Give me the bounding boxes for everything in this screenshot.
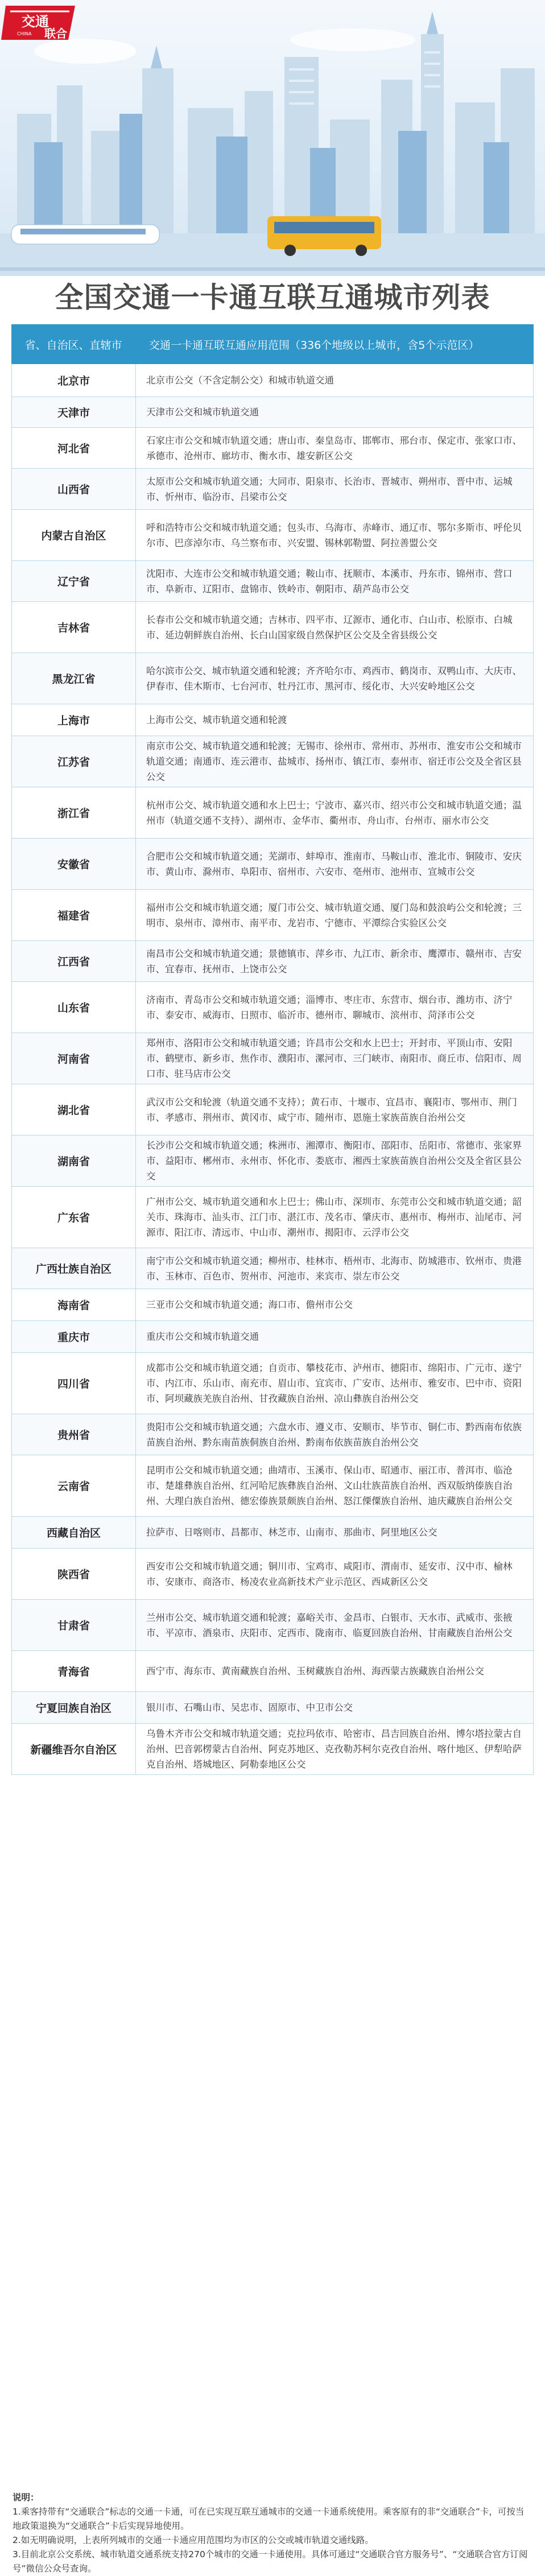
province-cell: 新疆维吾尔自治区 xyxy=(12,1724,136,1774)
table-row xyxy=(12,1187,533,1248)
table-body xyxy=(11,364,534,1775)
cities-cell: 北京市公交（不含定制公交）和城市轨道交通 xyxy=(146,375,334,386)
table-row xyxy=(12,510,533,561)
province-cell: 天津市 xyxy=(12,397,136,427)
table-row xyxy=(12,1289,533,1321)
cities-cell: 乌鲁木齐市公交和城市轨道交通；克拉玛依市、哈密市、昌吉回族自治州、博尔塔拉蒙古自治州、巴音郭楞蒙古自治州、阿克苏地区、克孜勒苏柯尔克孜自治州、喀什地区、伊犁哈萨克自治州、塔城地区、阿勒泰地区公交 xyxy=(146,1728,522,1770)
province-cell: 广西壮族自治区 xyxy=(12,1248,136,1289)
header-scope: 交通一卡通互联互通应用范围（336个地级以上城市，含5个示范区） xyxy=(149,338,480,352)
province-cell: 上海市 xyxy=(12,704,136,736)
cities-cell: 哈尔滨市公交、城市轨道交通和轮渡；齐齐哈尔市、鸡西市、鹤岗市、双鸭山市、大庆市、伊春市、佳木斯市、七台河市、牡丹江市、黑河市、绥化市、大兴安岭地区公交 xyxy=(146,665,522,692)
cities-cell: 沈阳市、大连市公交和城市轨道交通；鞍山市、抚顺市、本溪市、丹东市、锦州市、营口市、阜新市、辽阳市、盘锦市、铁岭市、朝阳市、葫芦岛市公交 xyxy=(146,568,513,595)
province-cell: 甘肃省 xyxy=(12,1600,136,1650)
cities-cell: 银川市、石嘴山市、吴忠市、固原市、中卫市公交 xyxy=(146,1702,353,1713)
table-row xyxy=(12,982,533,1033)
province-cell: 江苏省 xyxy=(12,736,136,787)
table-row xyxy=(12,561,533,602)
table-row xyxy=(12,469,533,510)
note-item: 3.目前北京公交系统、城市轨道交通系统支持270个城市的交通一卡通使用。具体可通过“交通联合官方服务号”、“交通联合官方订阅号”微信公众号查询。 xyxy=(13,2549,528,2574)
cities-cell: 南宁市公交和城市轨道交通；柳州市、桂林市、梧州市、北海市、防城港市、钦州市、贵港市、玉林市、百色市、贺州市、河池市、来宾市、崇左市公交 xyxy=(146,1255,522,1282)
cities-cell: 南京市公交、城市轨道交通和轮渡；无锡市、徐州市、常州市、苏州市、淮安市公交和城市轨道交通；南通市、连云港市、盐城市、扬州市、镇江市、泰州市、宿迁市公交及全省区县公交 xyxy=(146,741,522,782)
note-item: 2.如无明确说明，上表所列城市的交通一卡通应用范围均为市区的公交或城市轨道交通线路。 xyxy=(13,2535,374,2545)
notes-heading: 说明： xyxy=(13,2492,39,2503)
table-row xyxy=(12,1517,533,1549)
cities-cell: 南昌市公交和城市轨道交通；景德镇市、萍乡市、九江市、新余市、鹰潭市、赣州市、吉安市、宜春市、抚州市、上饶市公交 xyxy=(146,948,522,975)
table-row xyxy=(12,1414,533,1455)
table-row xyxy=(12,602,533,653)
cities-cell: 合肥市公交和城市轨道交通；芜湖市、蚌埠市、淮南市、马鞍山市、淮北市、铜陵市、安庆市、黄山市、滁州市、阜阳市、宿州市、六安市、亳州市、池州市、宣城市公交 xyxy=(146,851,522,877)
province-cell: 江西省 xyxy=(12,941,136,981)
province-cell: 黑龙江省 xyxy=(12,653,136,704)
table-row xyxy=(12,1321,533,1353)
cities-cell: 太原市公交和城市轨道交通；大同市、阳泉市、长治市、晋城市、朔州市、晋中市、运城市、忻州市、临汾市、吕梁市公交 xyxy=(146,476,513,502)
cities-cell: 福州市公交和城市轨道交通；厦门市公交、城市轨道交通、厦门岛和鼓浪屿公交和轮渡；三明市、泉州市、漳州市、南平市、龙岩市、宁德市、平潭综合实验区公交 xyxy=(146,902,522,928)
province-cell: 安徽省 xyxy=(12,839,136,889)
note-item: 1.乘客持带有“交通联合”标志的交通一卡通，可在已实现互联互通城市的交通一卡通系统使用。乘客原有的非“交通联合”卡，可按当地政策退换为“交通联合”卡后实现异地使用。 xyxy=(13,2507,525,2531)
province-cell: 河北省 xyxy=(12,428,136,468)
table-row xyxy=(12,1084,533,1136)
province-cell: 海南省 xyxy=(12,1289,136,1320)
table-row xyxy=(12,1651,533,1692)
cities-cell: 拉萨市、日喀则市、昌都市、林芝市、山南市、那曲市、阿里地区公交 xyxy=(146,1527,437,1538)
page-title: 全国交通一卡通互联互通城市列表 xyxy=(55,281,490,314)
province-cell: 陕西省 xyxy=(12,1549,136,1599)
svg-text:交通: 交通 xyxy=(22,14,49,30)
cities-cell: 广州市公交、城市轨道交通和水上巴士；佛山市、深圳市、东莞市公交和城市轨道交通；韶关市、珠海市、汕头市、江门市、湛江市、茂名市、肇庆市、惠州市、梅州市、汕尾市、河源市、阳江市、清远市、中山市、潮州市、揭阳市、云浮市公交 xyxy=(146,1196,522,1238)
province-cell: 山西省 xyxy=(12,469,136,509)
province-cell: 辽宁省 xyxy=(12,561,136,601)
cities-cell: 昆明市公交和城市轨道交通；曲靖市、玉溪市、保山市、昭通市、丽江市、普洱市、临沧市、楚雄彝族自治州、红河哈尼族彝族自治州、文山壮族苗族自治州、西双版纳傣族自治州、大理白族自治州、德宏傣族景颇族自治州、怒江傈僳族自治州、迪庆藏族自治州公交 xyxy=(146,1465,513,1506)
province-cell: 青海省 xyxy=(12,1651,136,1691)
table-row xyxy=(12,1692,533,1724)
province-cell: 山东省 xyxy=(12,982,136,1033)
table-row xyxy=(12,1600,533,1651)
table-row xyxy=(12,839,533,890)
cities-cell: 杭州市公交、城市轨道交通和水上巴士；宁波市、嘉兴市、绍兴市公交和城市轨道交通；温州市（轨道交通不支持）、湖州市、金华市、衢州市、舟山市、台州市、丽水市公交 xyxy=(146,799,522,826)
svg-text:CHINA: CHINA xyxy=(17,31,32,36)
province-cell: 浙江省 xyxy=(12,787,136,838)
table-row xyxy=(12,1248,533,1289)
table-row xyxy=(12,736,533,787)
table-row xyxy=(12,1033,533,1084)
province-cell: 云南省 xyxy=(12,1455,136,1516)
cities-cell: 重庆市公交和城市轨道交通 xyxy=(146,1331,259,1342)
table-row xyxy=(12,653,533,704)
t-union-logo xyxy=(0,0,81,46)
cities-cell: 西安市公交和城市轨道交通；铜川市、宝鸡市、咸阳市、渭南市、延安市、汉中市、榆林市、安康市、商洛市、杨凌农业高新技术产业示范区、西咸新区公交 xyxy=(146,1561,513,1587)
province-cell: 湖南省 xyxy=(12,1136,136,1186)
province-cell: 湖北省 xyxy=(12,1084,136,1135)
province-cell: 重庆市 xyxy=(12,1321,136,1352)
cities-cell: 长春市公交和城市轨道交通；吉林市、四平市、辽源市、通化市、白山市、松原市、白城市、延边朝鲜族自治州、长白山国家级自然保护区公交及全省县级公交 xyxy=(146,614,513,641)
cities-cell: 长沙市公交和城市轨道交通；株洲市、湘潭市、衡阳市、邵阳市、岳阳市、常德市、张家界市、益阳市、郴州市、永州市、怀化市、娄底市、湘西土家族苗族自治州公交及全省区县公交 xyxy=(146,1140,522,1182)
table-row xyxy=(12,1353,533,1414)
cities-cell: 武汉市公交和轮渡（轨道交通不支持）；黄石市、十堰市、宜昌市、襄阳市、鄂州市、荆门市、孝感市、荆州市、黄冈市、咸宁市、随州市、恩施土家族苗族自治州公交 xyxy=(146,1096,517,1123)
cities-cell: 贵阳市公交和城市轨道交通；六盘水市、遵义市、安顺市、毕节市、铜仁市、黔西南布依族苗族自治州、黔东南苗族侗族自治州、黔南布依族苗族自治州公交 xyxy=(146,1421,522,1448)
table-row xyxy=(12,428,533,469)
banner-illustration xyxy=(0,0,545,276)
cities-cell: 石家庄市公交和城市轨道交通；唐山市、秦皇岛市、邯郸市、邢台市、保定市、张家口市、承德市、沧州市、廊坊市、衡水市、雄安新区公交 xyxy=(146,435,522,461)
province-cell: 四川省 xyxy=(12,1353,136,1414)
cities-cell: 天津市公交和城市轨道交通 xyxy=(146,407,259,418)
cities-cell: 西宁市、海东市、黄南藏族自治州、玉树藏族自治州、海西蒙古族藏族自治州公交 xyxy=(146,1666,484,1677)
province-cell: 吉林省 xyxy=(12,602,136,653)
province-cell: 广东省 xyxy=(12,1187,136,1248)
table-row xyxy=(12,364,533,397)
table-row xyxy=(12,1136,533,1187)
province-cell: 宁夏回族自治区 xyxy=(12,1692,136,1723)
province-cell: 贵州省 xyxy=(12,1414,136,1455)
province-cell: 河南省 xyxy=(12,1033,136,1084)
table-row xyxy=(12,787,533,839)
table-row xyxy=(12,704,533,736)
cities-cell: 呼和浩特市公交和城市轨道交通；包头市、乌海市、赤峰市、通辽市、鄂尔多斯市、呼伦贝尔市、巴彦淖尔市、乌兰察布市、兴安盟、锡林郭勒盟、阿拉善盟公交 xyxy=(146,522,522,548)
cities-cell: 济南市、青岛市公交和城市轨道交通；淄博市、枣庄市、东营市、烟台市、潍坊市、济宁市、泰安市、威海市、日照市、临沂市、德州市、聊城市、滨州市、菏泽市公交 xyxy=(146,994,513,1021)
table-row xyxy=(12,1549,533,1600)
table-row xyxy=(12,1724,533,1775)
cities-cell: 郑州市、洛阳市公交和城市轨道交通；许昌市公交和水上巴士；开封市、平顶山市、安阳市、鹤壁市、新乡市、焦作市、濮阳市、漯河市、三门峡市、南阳市、商丘市、信阳市、周口市、驻马店市公交 xyxy=(146,1038,522,1079)
table-row xyxy=(12,397,533,428)
notes xyxy=(13,2491,532,2576)
svg-text:联合: 联合 xyxy=(44,27,67,40)
header-province: 省、自治区、直辖市 xyxy=(24,338,122,352)
table-row xyxy=(12,890,533,941)
city-skyline-illustration xyxy=(0,0,545,276)
table-row xyxy=(12,1455,533,1517)
province-cell: 福建省 xyxy=(12,890,136,940)
city-table xyxy=(11,324,534,1775)
cities-cell: 成都市公交和城市轨道交通；自贡市、攀枝花市、泸州市、德阳市、绵阳市、广元市、遂宁市、内江市、乐山市、南充市、眉山市、宜宾市、广安市、达州市、雅安市、巴中市、资阳市、阿坝藏族羌族自治州、甘孜藏族自治州、凉山彝族自治州公交 xyxy=(146,1363,522,1404)
cities-cell: 三亚市公交和城市轨道交通；海口市、儋州市公交 xyxy=(146,1299,353,1310)
table-row xyxy=(12,941,533,982)
province-cell: 北京市 xyxy=(12,364,136,397)
province-cell: 西藏自治区 xyxy=(12,1517,136,1548)
province-cell: 内蒙古自治区 xyxy=(12,510,136,560)
cities-cell: 兰州市公交、城市轨道交通和轮渡；嘉峪关市、金昌市、白银市、天水市、武威市、张掖市、平凉市、酒泉市、庆阳市、定西市、陇南市、临夏回族自治州、甘南藏族自治州公交 xyxy=(146,1612,513,1638)
table-header xyxy=(11,324,534,364)
cities-cell: 上海市公交、城市轨道交通和轮渡 xyxy=(146,715,287,725)
